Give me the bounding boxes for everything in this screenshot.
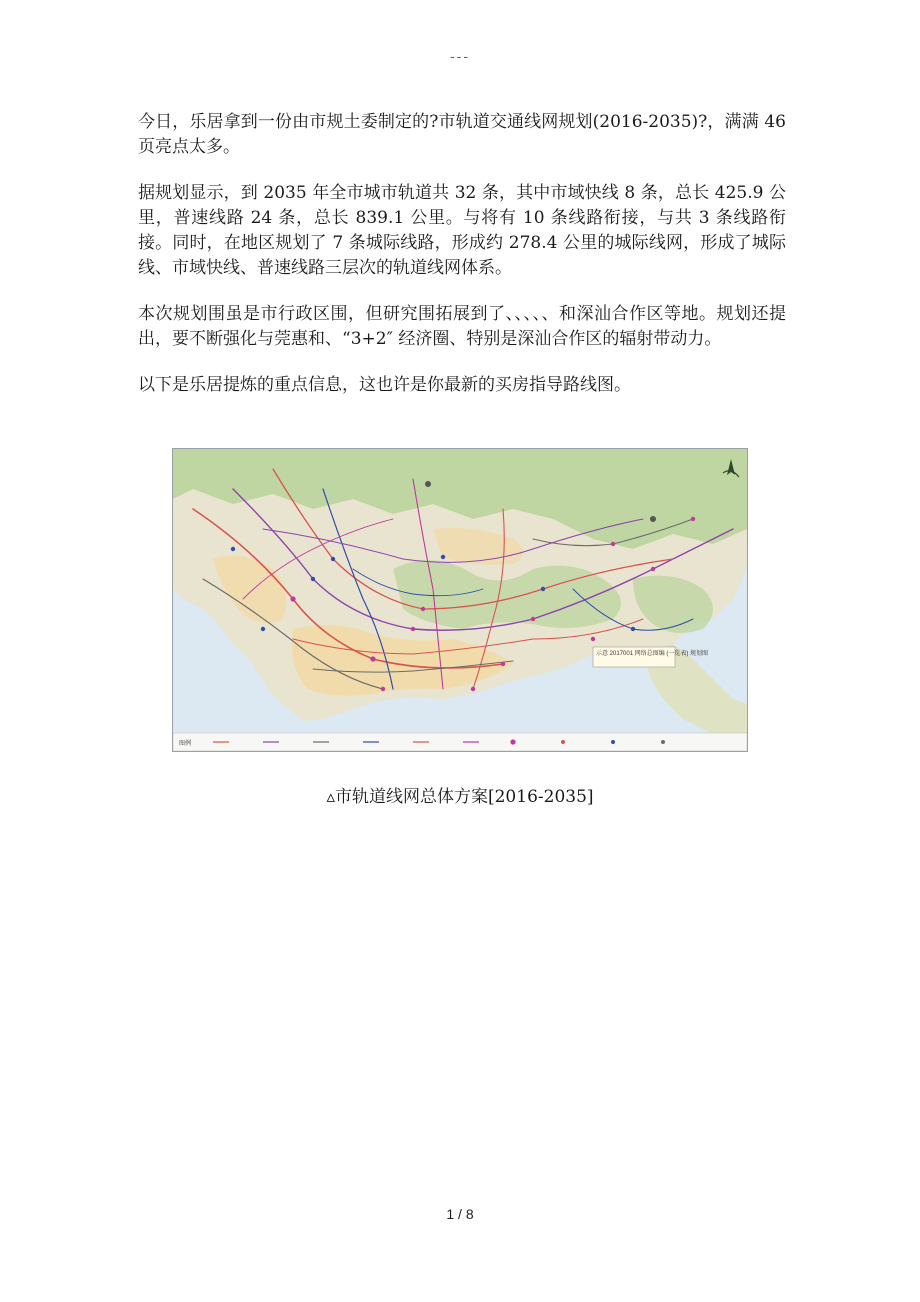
paragraph-plan-stats: 据规划显示，到 2035 年全市城市轨道共 32 条，其中市域快线 8 条，总长 425.9 公里，普速线路 24 条，总长 839.1 公里。与将有 10 条线路衔接，与共 3 条线路衔接。同时，在地区规划了 7 条城际线路，形成约 278.4 公里的城际线网，形成了城际线、市域快线、普速线路三层次的轨道线网体系。 (138, 183, 786, 278)
station-marker (631, 627, 635, 631)
station-marker (290, 596, 295, 601)
map-legend-strip (173, 733, 747, 751)
paragraph-guide: 以下是乐居提炼的重点信息，这也许是你最新的买房指导路线图。 (138, 375, 631, 395)
station-marker (370, 656, 375, 661)
station-marker (531, 617, 535, 621)
article-body (138, 110, 786, 419)
station-marker (541, 587, 545, 591)
callout-text: 示意 2017001 网络总图编 (一览表) 规划图 (596, 651, 709, 657)
map-legend-title: 图例 (179, 741, 192, 747)
station-marker (441, 555, 445, 559)
figure-caption: ▵市轨道线网总体方案[2016-2035] (326, 787, 594, 807)
station-marker (421, 607, 425, 611)
station-marker (261, 627, 265, 631)
station-marker (311, 577, 315, 581)
station-marker (411, 627, 415, 631)
station-marker (381, 687, 385, 691)
station-marker (650, 516, 656, 522)
station-marker (471, 687, 475, 691)
header-mark: --- (450, 48, 470, 64)
station-marker (591, 637, 595, 641)
station-marker (611, 542, 615, 546)
station-marker (651, 567, 655, 571)
rail-network-map (172, 448, 748, 752)
station-marker (501, 662, 505, 666)
page-number: 1 / 8 (446, 1206, 474, 1222)
station-marker (691, 517, 695, 521)
paragraph-intro: 今日，乐居拿到一份由市规土委制定的?市轨道交通线网规划(2016-2035)?，满满 46 页亮点太多。 (138, 112, 786, 157)
paragraph-scope: 本次规划围虽是市行政区围，但研究围拓展到了、、、、、和深汕合作区等地。规划还提出，要不断强化与莞惠和、“3+2″ 经济圈、特别是深汕合作区的辐射带动力。 (138, 304, 786, 349)
station-marker (231, 547, 235, 551)
station-marker (425, 481, 431, 487)
station-marker (331, 557, 335, 561)
